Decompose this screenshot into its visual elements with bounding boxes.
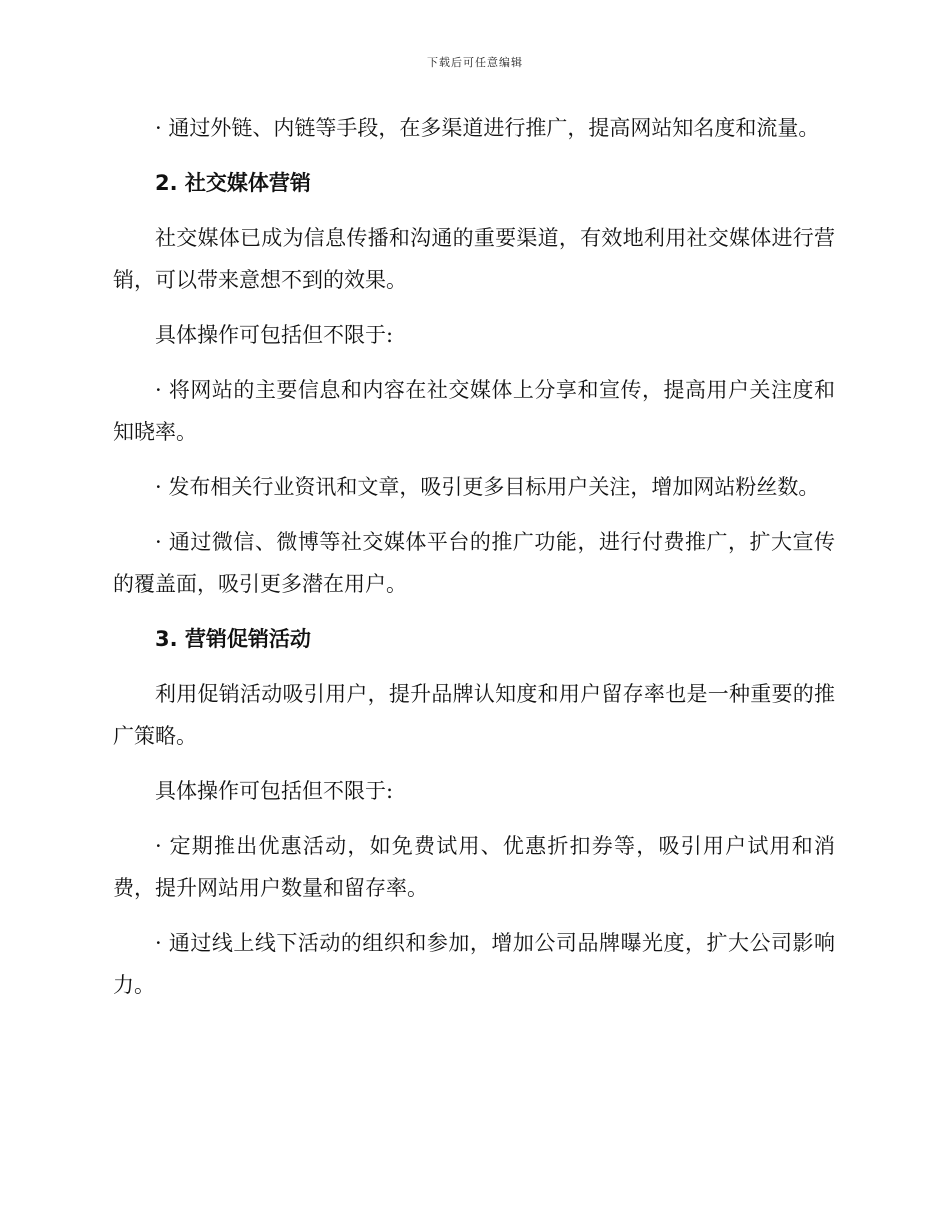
bullet-paragraph: · 定期推出优惠活动，如免费试用、优惠折扣券等，吸引用户试用和消费，提升网站用户数量和留存率。 [113,834,835,900]
section-heading: 2. 社交媒体营销 [155,171,311,195]
body-paragraph: 利用促销活动吸引用户，提升品牌认知度和用户留存率也是一种重要的推广策略。 [113,682,835,748]
bullet-paragraph: · 将网站的主要信息和内容在社交媒体上分享和宣传，提高用户关注度和知晓率。 [113,378,835,444]
body-paragraph: 具体操作可包括但不限于: [155,323,394,347]
bullet-paragraph: · 通过微信、微博等社交媒体平台的推广功能，进行付费推广，扩大宣传的覆盖面，吸引更多潜在用户。 [113,530,835,596]
bullet-paragraph: · 发布相关行业资讯和文章，吸引更多目标用户关注，增加网站粉丝数。 [155,475,820,499]
page-header: 下载后可任意编辑 [427,56,523,69]
document-body [113,107,835,1019]
body-paragraph: 具体操作可包括但不限于: [155,779,394,803]
body-paragraph: 社交媒体已成为信息传播和沟通的重要渠道，有效地利用社交媒体进行营销，可以带来意想不到的效果。 [113,226,835,292]
bullet-paragraph: · 通过外链、内链等手段，在多渠道进行推广，提高网站知名度和流量。 [155,116,820,140]
bullet-paragraph: · 通过线上线下活动的组织和参加，增加公司品牌曝光度，扩大公司影响力。 [113,931,835,997]
section-heading: 3. 营销促销活动 [155,627,311,651]
